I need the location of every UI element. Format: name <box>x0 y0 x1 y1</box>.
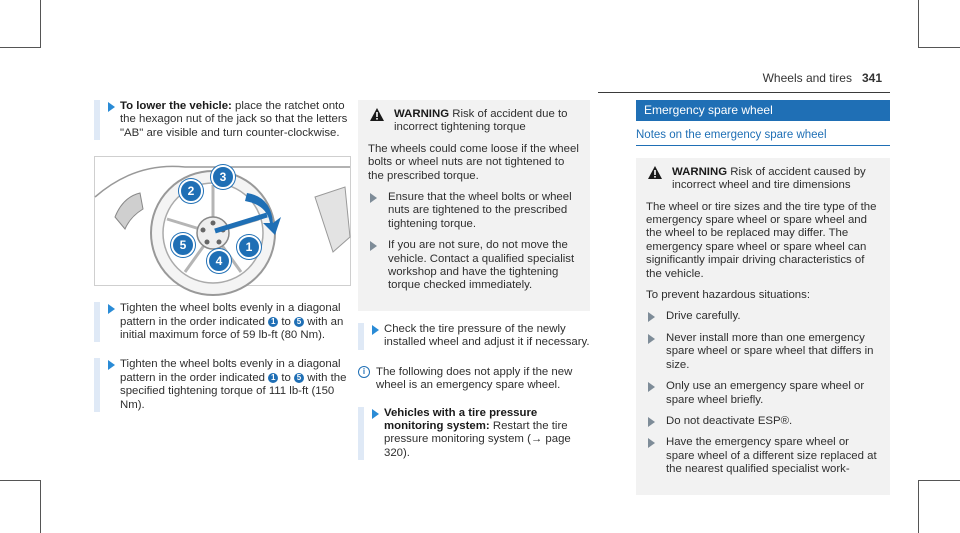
play-arrow-icon <box>372 325 379 335</box>
warning-item: Drive carefully. <box>646 310 880 323</box>
warning-item: If you are not sure, do not move the vehicle. Contact a qualified specialist workshop and have the tightening torque checked immediately. <box>368 239 580 293</box>
play-arrow-icon <box>648 438 655 448</box>
section-name: Wheels and tires <box>762 71 852 85</box>
left-column <box>94 100 350 428</box>
crop-mark <box>0 480 40 481</box>
crop-mark <box>918 47 960 48</box>
warning-box-torque: WARNING Risk of accident due to incorrect tightening torque The wheels could come loose if the wheel bolts or wheel nuts are not tightened to the prescribed torque. Ensure that the wheel bolts or wheel nuts are tightened to the prescribed tightening torque. If you are not sure, do not move the vehicle. Contact a qualified specialist workshop and have the tightening torque checked immediately. <box>358 100 590 311</box>
step-restart-tpms: Vehicles with a tire pressure monitoring system: Restart the tire pressure monitoring system (→ page 320). <box>358 407 590 461</box>
step-tighten-final: Tighten the wheel bolts evenly in a diagonal pattern in the order indicated 1 to 5 with the specified tightening torque of 111 lb-ft (150 Nm). <box>94 358 350 412</box>
page-header <box>763 71 882 85</box>
section-title-bar: Emergency spare wheel <box>636 100 890 121</box>
play-arrow-icon <box>648 334 655 344</box>
play-arrow-icon <box>108 360 115 370</box>
middle-column <box>358 100 590 476</box>
header-rule <box>598 92 890 93</box>
play-arrow-icon <box>108 102 115 112</box>
play-arrow-icon <box>648 312 655 322</box>
info-note: i The following does not apply if the new wheel is an emergency spare wheel. <box>358 366 590 393</box>
step-lower-vehicle: To lower the vehicle: place the ratchet onto the hexagon nut of the jack so that the letters "AB" are visible and turn counter-clockwise. <box>94 100 350 140</box>
play-arrow-icon <box>648 417 655 427</box>
play-arrow-icon <box>648 382 655 392</box>
crop-mark <box>918 480 919 533</box>
warning-item: Do not deactivate ESP®. <box>646 415 880 428</box>
play-arrow-icon <box>370 241 377 251</box>
callout-3: 3 <box>211 165 235 189</box>
warning-box-spare: WARNING Risk of accident caused by incorrect wheel and tire dimensions The wheel or tire sizes and the tire type of the emergency spare wheel or spare wheel and the wheel to be replaced may differ. The emergency spare wheel or spare wheel can significantly impair driving characteristics of the vehicle. To prevent hazardous situations: Drive carefully. Never install more than one emergency spare wheel or spare wheel that differs in size. Only use an emergency spare wheel or spare wheel briefly. Do not deactivate ESP®. Have the emergency spare wheel or spare wheel of a different size replaced at the nearest qualified specialist work- <box>636 158 890 495</box>
crop-mark <box>40 0 41 48</box>
warning-triangle-icon <box>648 166 662 179</box>
crop-mark <box>918 480 960 481</box>
callout-2: 2 <box>179 179 203 203</box>
play-arrow-icon <box>108 304 115 314</box>
warning-triangle-icon <box>370 108 384 121</box>
crop-mark <box>918 0 919 48</box>
callout-1: 1 <box>237 235 261 259</box>
callout-4: 4 <box>207 249 231 273</box>
play-arrow-icon <box>372 409 379 419</box>
warning-item: Only use an emergency spare wheel or spare wheel briefly. <box>646 380 880 407</box>
warning-body: To prevent hazardous situations: <box>646 289 810 302</box>
play-arrow-icon <box>370 193 377 203</box>
wheel-bolt-figure <box>94 156 351 286</box>
step-check-pressure: Check the tire pressure of the newly installed wheel and adjust it if necessary. <box>358 323 590 350</box>
page-number: 341 <box>861 71 882 85</box>
callout-5: 5 <box>171 233 195 257</box>
warning-body: The wheel or tire sizes and the tire type of the emergency spare wheel or spare wheel and the wheel to be replaced may differ. The emergency spare wheel or spare wheel can significantly impair driving characteristics of the vehicle. <box>646 200 877 280</box>
warning-item: Never install more than one emergency spare wheel or spare wheel that differs in size. <box>646 332 880 372</box>
right-column <box>636 100 890 476</box>
crop-mark <box>0 47 40 48</box>
subsection-title: Notes on the emergency spare wheel <box>636 129 890 145</box>
info-icon: i <box>358 366 370 378</box>
crop-mark <box>40 480 41 533</box>
warning-item: Ensure that the wheel bolts or wheel nuts are tightened to the prescribed tightening torque. <box>368 191 580 231</box>
step-tighten-initial: Tighten the wheel bolts evenly in a diagonal pattern in the order indicated 1 to 5 with an initial maximum force of 59 lb-ft (80 Nm). <box>94 302 350 342</box>
warning-item: Have the emergency spare wheel or spare wheel of a different size replaced at the nearest qualified specialist work- <box>646 436 880 476</box>
warning-body: The wheels could come loose if the wheel bolts or wheel nuts are not tightened to the prescribed torque. <box>368 142 579 182</box>
